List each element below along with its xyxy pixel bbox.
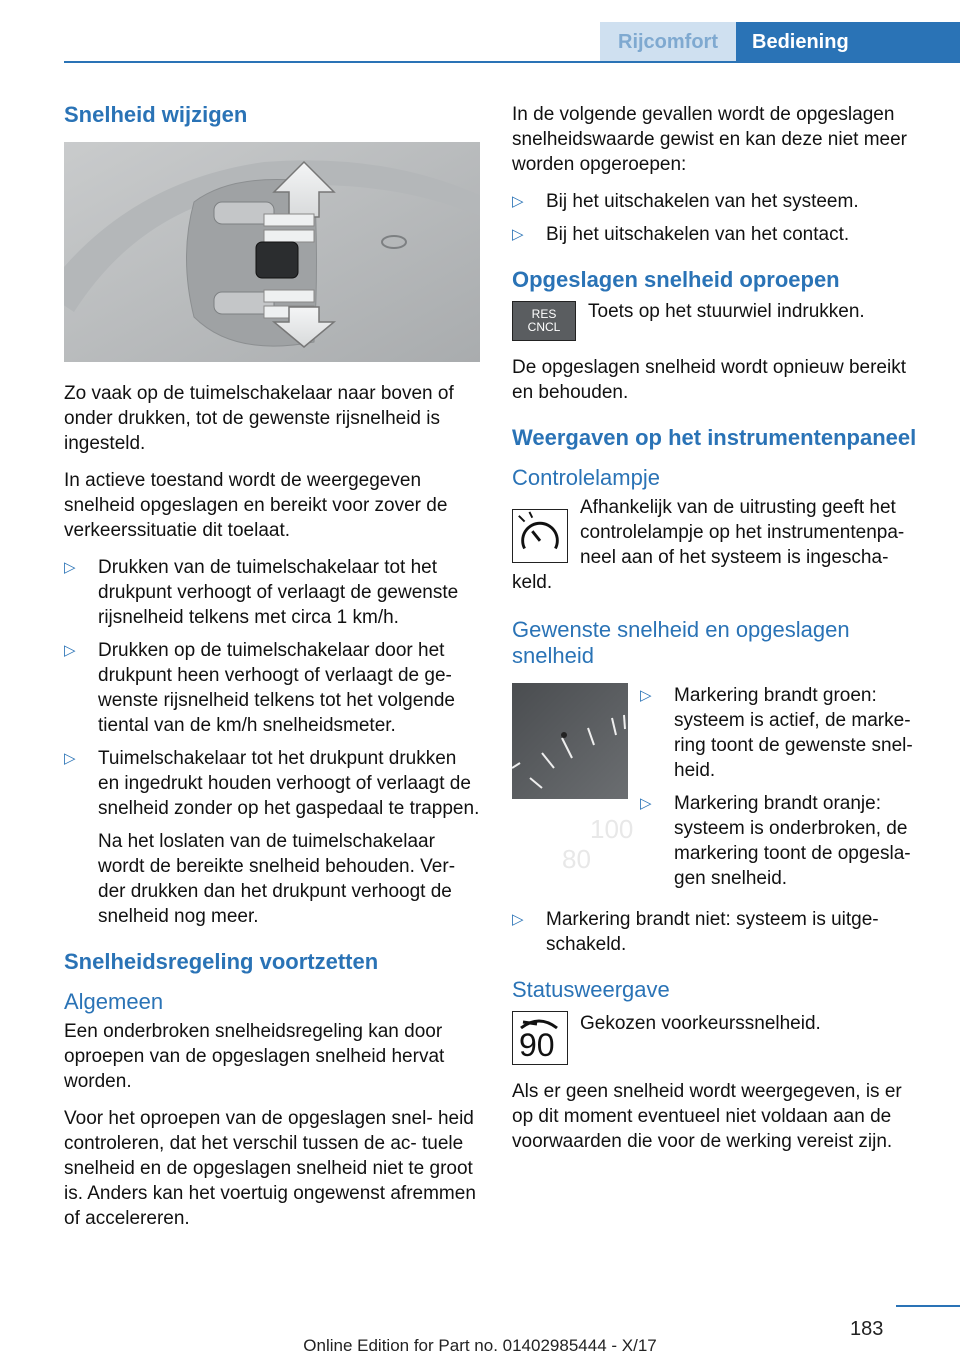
triangle-bullet-icon: ▷ — [640, 795, 652, 812]
header-rule — [64, 61, 960, 63]
tab-rijcomfort[interactable]: Rijcomfort — [600, 22, 736, 62]
steering-wheel-rocker-image — [64, 142, 480, 362]
speedo-label-100: 100 — [590, 814, 634, 844]
heading-algemeen: Algemeen — [64, 989, 164, 1014]
paragraph: De opgeslagen snelheid wordt opnieuw bereikt en behouden. — [512, 357, 906, 403]
list-item-continuation: Na het loslaten van de tuimelschakelaar wordt de bereikte snelheid behouden. Ver‐ der drukken dan het drukpunt verhoogt de snelheid nog meer. — [98, 831, 456, 927]
triangle-bullet-icon: ▷ — [512, 911, 524, 928]
lamp-row — [512, 495, 928, 570]
res-cncl-button-icon: RES CNCL — [512, 301, 576, 341]
list-item: ▷ Markering brandt niet: systeem is uitge‐ schakeld. — [512, 909, 879, 955]
heading-controlelampje: Controlelampje — [512, 465, 660, 490]
triangle-bullet-icon: ▷ — [64, 559, 76, 576]
paragraph: In de volgende gevallen wordt de opgeslagen snelheidswaarde gewist en kan deze niet meer worden opgeroepen: — [512, 104, 908, 175]
heading-weergaven: Weergaven op het instrumentenpaneel — [512, 425, 917, 450]
paragraph: keld. — [512, 572, 553, 593]
speedo-row — [512, 683, 928, 899]
paragraph: Voor het oproepen van de opgeslagen snel‐ heid controleren, dat het verschil tussen de ac‐ tuele snelheid en de opgeslagen snelheid niet te groot is. Anders kan het voertuig ongewenst afremmen of accelereren. — [64, 1108, 476, 1229]
list-item: ▷ Markering brandt groen: systeem is actief, de marke‐ ring toont de gewenste snel‐ heid. — [640, 685, 913, 781]
list-item: ▷ Bij het uitschakelen van het systeem. — [512, 191, 859, 212]
triangle-bullet-icon: ▷ — [512, 193, 524, 210]
status-row — [512, 1011, 928, 1065]
list-item: ▷ Markering brandt oranje: systeem is onderbroken, de markering toont de opgesla‐ gen snelheid. — [640, 793, 911, 889]
paragraph: Een onderbroken snelheidsregeling kan door oproepen van de opgeslagen snelheid hervat worden. — [64, 1021, 445, 1092]
bullet-list — [640, 683, 928, 891]
page-number: 183 — [850, 1318, 884, 1340]
status-text: Gekozen voorkeurssnelheid. — [580, 1013, 821, 1034]
edition-footer: Online Edition for Part no. 01402985444 - X/17 — [303, 1336, 657, 1355]
list-item: ▷ Drukken van de tuimelschakelaar tot het drukpunt verhoogt of verlaagt de gewenste rijsnelheid telkens met circa 1 km/h. — [64, 557, 459, 628]
lamp-text: Afhankelijk van de uitrusting geeft het controlelampje op het instrumentenpa‐ neel aan of het systeem is ingescha‐ — [580, 497, 905, 568]
heading-voortzetten: Snelheidsregeling voortzetten — [64, 949, 379, 974]
list-item: ▷ Drukken op de tuimelschakelaar door het drukpunt heen verhoogt of verlaagt de ge‐ wenste rijsnelheid telkens tot het volgende tiental van de km/h snelheidsmeter. — [64, 640, 456, 736]
list-item: ▷ Tuimelschakelaar tot het drukpunt drukken en ingedrukt houden verhoogt of verlaagt de snelheid zonder op het gaspedaal te trappen. Na het loslaten van de tuimelschakelaar wordt de bereikte snelheid behouden. Ver‐ der drukken dan het drukpunt verhoogt de snelheid nog meer. — [64, 748, 480, 927]
triangle-bullet-icon: ▷ — [512, 226, 524, 243]
heading-snelheid-wijzigen: Snelheid wijzigen — [64, 102, 248, 127]
cruise-control-lamp-icon — [512, 509, 568, 563]
triangle-bullet-icon: ▷ — [64, 750, 76, 767]
bullet-list — [512, 907, 928, 957]
footer-rule — [896, 1305, 960, 1307]
res-row — [512, 299, 928, 341]
right-column — [512, 102, 928, 1166]
status-speed-value: 90 — [519, 1027, 555, 1063]
heading-statusweergave: Statusweergave — [512, 977, 670, 1002]
speedo-label-80: 80 — [562, 844, 591, 874]
bullet-list — [64, 555, 480, 929]
status-speed-icon — [512, 1011, 568, 1065]
tab-bediening[interactable]: Bediening — [736, 22, 960, 62]
paragraph: In actieve toestand wordt de weergegeven snelheid opgeslagen en bereikt voor zover de verkeerssituatie dit toelaat. — [64, 470, 448, 541]
bullet-list — [512, 189, 928, 247]
heading-gewenste: Gewenste snelheid en opgeslagen snelheid — [512, 617, 850, 668]
paragraph: Zo vaak op de tuimelschakelaar naar boven of onder drukken, tot de gewenste rijsnelheid is ingesteld. — [64, 383, 454, 454]
triangle-bullet-icon: ▷ — [640, 687, 652, 704]
speedometer-image — [512, 683, 628, 799]
left-column — [64, 102, 480, 1243]
paragraph: Als er geen snelheid wordt weergegeven, is er op dit moment eventueel niet voldaan aan de voorwaarden die voor de werking vereist zijn. — [512, 1081, 902, 1152]
heading-oproepen: Opgeslagen snelheid oproepen — [512, 267, 840, 292]
speedo-bullets — [640, 683, 928, 899]
triangle-bullet-icon: ▷ — [64, 642, 76, 659]
res-text: Toets op het stuurwiel indrukken. — [588, 301, 865, 322]
list-item: ▷ Bij het uitschakelen van het contact. — [512, 224, 850, 245]
